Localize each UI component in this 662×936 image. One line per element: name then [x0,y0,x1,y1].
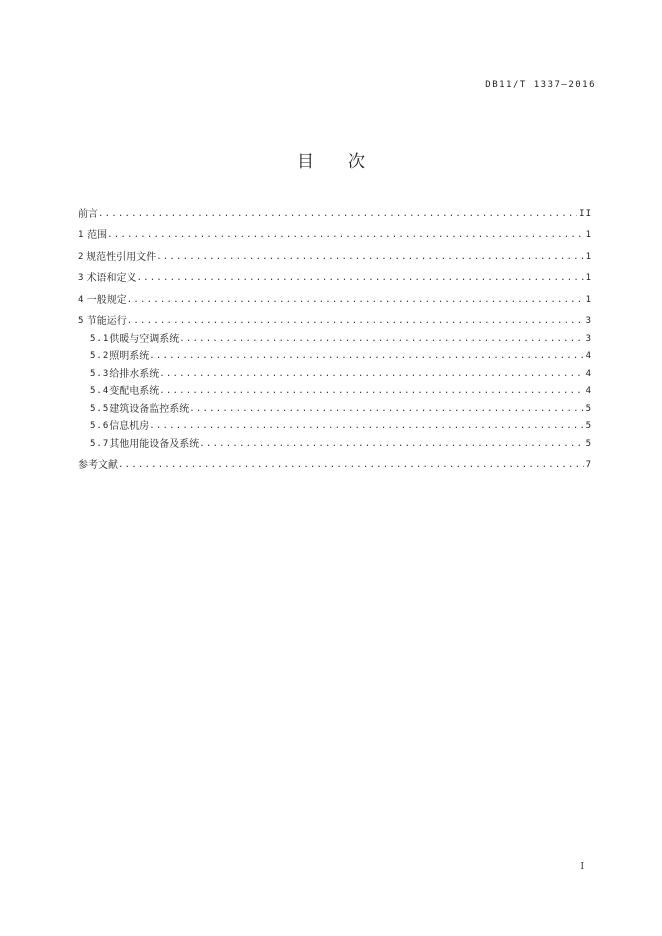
toc-entry-number: 5.6 [90,421,110,431]
toc-entry-label: 节能运行 [86,316,127,327]
toc-entry-page: 5 [585,421,592,431]
toc-entry-label: 照明系统 [109,351,150,362]
toc-entry-number: 5.3 [90,368,110,379]
toc-entry-number: 4 [78,294,85,305]
toc-leader-dots [156,251,583,264]
toc-entry[interactable] [78,381,592,399]
toc-entry-label: 范围 [87,230,108,241]
toc-entry-number: 5.1 [90,333,110,344]
toc-entry-page: 1 [585,251,592,262]
toc-leader-dots [199,438,583,451]
toc-entry-page: 3 [585,316,592,326]
toc-entry-page: 7 [585,460,592,470]
toc-entry-number: 5.4 [90,386,110,396]
page-title: 目次 [297,152,399,172]
toc-entry-page: 1 [585,230,592,240]
toc-leader-dots [179,333,583,346]
toc-entry[interactable] [78,199,592,221]
toc-entry-number: 5.2 [90,351,110,361]
toc-entry[interactable] [78,242,592,264]
toc-entry-label: 其他用能设备及系统 [109,438,200,450]
toc-entry-number: 2 [78,251,85,262]
toc-entry[interactable] [78,416,592,434]
toc-entry[interactable] [78,307,592,329]
table-of-contents [78,199,592,472]
toc-entry[interactable] [78,398,592,416]
toc-entry[interactable] [78,221,592,243]
toc-entry[interactable] [78,451,592,473]
toc-leader-dots [127,315,584,328]
toc-entry-page: 1 [585,273,592,283]
toc-entry-label: 参考文献 [78,460,118,471]
toc-entry[interactable] [78,433,592,451]
toc-leader-dots [159,385,583,398]
toc-entry[interactable] [78,328,592,346]
toc-leader-dots [127,294,584,307]
toc-entry-page: II [579,208,592,219]
toc-entry-number: 5.5 [90,403,110,414]
toc-entry-page: 3 [585,333,592,344]
page-number: I [580,862,584,872]
document-code: DB11/T 1337—2016 [485,80,596,90]
toc-entry-number: 1 [78,230,85,240]
toc-entry-label: 规范性引用文件 [86,251,157,263]
toc-leader-dots [137,272,584,285]
toc-entry-page: 5 [585,438,592,449]
toc-entry-label: 一般规定 [86,294,127,306]
toc-entry-page: 4 [585,351,592,361]
toc-entry-label: 供暖与空调系统 [109,333,180,345]
toc-entry-number: 5.7 [90,438,110,449]
toc-leader-dots [159,368,583,381]
toc-entry[interactable] [78,346,592,364]
toc-entry-label: 给排水系统 [109,368,160,380]
toc-entry-number: 3 [78,273,85,283]
toc-entry-label: 前言 [78,208,98,220]
toc-leader-dots [149,420,583,433]
toc-leader-dots [98,208,577,221]
toc-entry-page: 4 [585,386,592,396]
toc-entry-label: 建筑设备监控系统 [109,403,190,415]
toc-leader-dots [107,229,583,242]
toc-entry-label: 信息机房 [109,421,150,432]
toc-entry[interactable] [78,363,592,381]
toc-entry-number: 5 [78,316,85,326]
toc-entry-page: 5 [585,403,592,414]
toc-leader-dots [118,459,584,472]
toc-entry[interactable] [78,285,592,307]
toc-leader-dots [149,350,583,363]
toc-entry-page: 1 [585,294,592,305]
toc-entry-page: 4 [585,368,592,379]
toc-leader-dots [189,403,583,416]
toc-entry[interactable] [78,264,592,286]
toc-entry-label: 变配电系统 [109,386,160,397]
toc-entry-label: 术语和定义 [86,273,137,284]
